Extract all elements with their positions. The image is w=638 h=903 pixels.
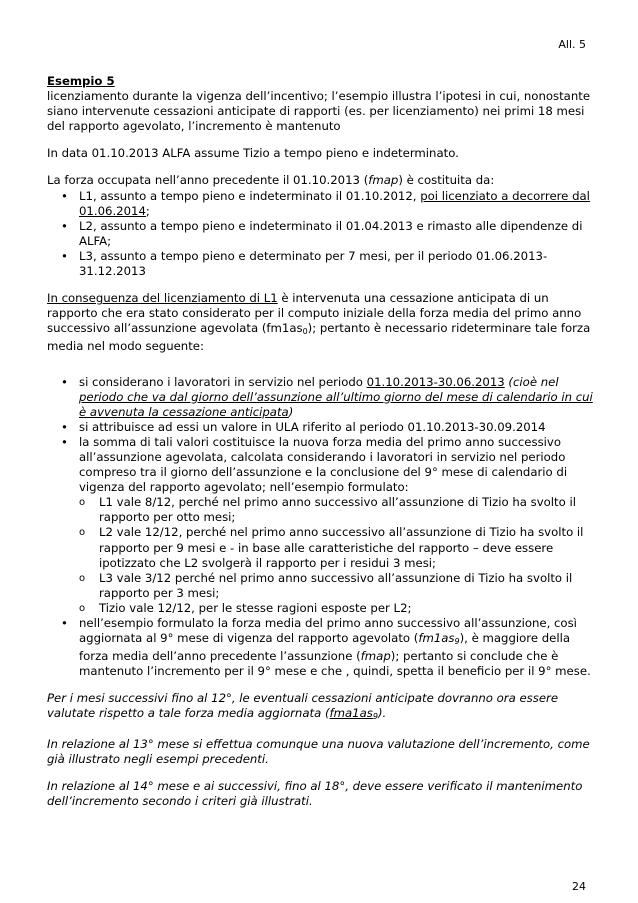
consequence-lead: In conseguenza del licenziamento di L1 bbox=[47, 291, 278, 306]
step-1-period: 01.10.2013-30.06.2013 bbox=[366, 374, 505, 389]
closing-1-text: Per i mesi successivi fino al 12°, le eventuali cessazioni anticipate dovranno ora essere valutate rispetto a tale forza media aggiornata ( bbox=[47, 691, 559, 721]
sub-item-l3: o L3 vale 3/12 perché nel primo anno successivo all’assunzione di Tizio ha svolto il rapporto per 3 mesi; bbox=[47, 571, 595, 601]
sub-item-l1: o L1 vale 8/12, perché nel primo anno successivo all’assunzione di Tizio ha svolto il rapporto per otto mesi; bbox=[47, 495, 595, 525]
closing-1-subscript: 9 bbox=[372, 712, 378, 722]
valuation-sublist bbox=[79, 495, 595, 616]
forza-text-end: ) è costituita da: bbox=[398, 173, 495, 188]
step-4-fm-subscript: 9 bbox=[454, 637, 460, 647]
worker-l2: • L2, assunto a tempo pieno e indeterminato il 01.04.2013 e rimasto alle dipendenze di ALFA; bbox=[47, 219, 595, 249]
fmap-term: fmap bbox=[368, 173, 399, 188]
example-title: Esempio 5 bbox=[47, 74, 115, 88]
step-1-text: si considerano i lavoratori in servizio nel periodo bbox=[79, 374, 367, 389]
example-heading-block bbox=[47, 74, 595, 134]
hire-paragraph: In data 01.10.2013 ALFA assume Tizio a tempo pieno e indeterminato. bbox=[47, 146, 459, 161]
forza-paragraph bbox=[47, 173, 595, 188]
page-number: 24 bbox=[572, 880, 586, 893]
worker-l1 bbox=[47, 189, 595, 219]
closing-paragraph-2: In relazione al 13° mese si effettua comunque una nuova valutazione dell’incremento, come già illustrato negli esempi precedenti. bbox=[47, 736, 590, 766]
worker-l1-end: ; bbox=[145, 203, 150, 218]
closing-paragraph-1 bbox=[47, 691, 595, 724]
attachment-label: All. 5 bbox=[558, 38, 586, 51]
consequence-text: è intervenuta una cessazione anticipata di un rapporto che era stato considerato per il computo iniziale della forza media del primo anno successivo all’assunzione agevolata (fm1as bbox=[47, 291, 582, 336]
closing-paragraph-3: In relazione al 14° mese e ai successivi, fino al 18°, deve essere verificato il mantenimento dell’incremento secondo i criteri già illustrati. bbox=[47, 778, 583, 808]
steps-list bbox=[47, 375, 595, 680]
document-body bbox=[47, 74, 595, 821]
step-4-fm: fm1as bbox=[418, 631, 455, 646]
step-1-close: ) bbox=[288, 404, 294, 419]
worker-l3: • L3, assunto a tempo pieno e determinato per 7 mesi, per il periodo 01.06.2013-31.12.2013 bbox=[47, 249, 595, 279]
consequence-text-end: ); pertanto è necessario rideterminare tale forza media nel modo seguente: bbox=[47, 321, 591, 354]
step-3-text: la somma di tali valori costituisce la nuova forza media del primo anno successivo all’assunzione agevolata, calcolata considerando i lavoratori in servizio nel periodo compreso tra il giorno dell’assunzione e la conclusione del 9° mese di calendario di vigenza del rapporto agevolato; nell’esempio formulato: bbox=[79, 434, 568, 495]
step-3 bbox=[47, 435, 595, 616]
sub-item-tizio: o Tizio vale 12/12, per le stesse ragioni esposte per L2; bbox=[47, 601, 595, 616]
step-1 bbox=[47, 375, 595, 420]
step-1-italic-underline: periodo che va dal giorno dell’assunzione all’ultimo giorno del mese di calendario in cui è avvenuta la cessazione anticipata bbox=[79, 389, 593, 419]
worker-l1-text: L1, assunto a tempo pieno e indeterminato il 01.10.2012, bbox=[79, 188, 421, 203]
closing-1-end: ). bbox=[377, 706, 387, 721]
worker-l1-dismissal: poi licenziato a decorrere dal 01.06.2014 bbox=[79, 188, 590, 218]
step-4-fmap: fmap bbox=[360, 649, 391, 664]
example-intro: licenziamento durante la vigenza dell’incentivo; l’esempio illustra l’ipotesi in cui, nonostante siano intervenute cessazioni anticipate di rapporti (es. per licenziamento) nei primi 18 mesi del rapporto agevolato, l’incremento è mantenuto bbox=[47, 89, 591, 134]
step-4-end: ); pertanto si conclude che è mantenuto l’incremento per il 9° mese e che , quindi, spetta il beneficio per il 9° mese. bbox=[79, 649, 591, 679]
workers-list bbox=[47, 189, 595, 280]
closing-1-fm: fma1as bbox=[329, 706, 373, 721]
step-1-italic: (cioè nel bbox=[504, 374, 559, 389]
consequence-subscript: 0 bbox=[302, 327, 308, 337]
forza-text: La forza occupata nell’anno precedente il 01.10.2013 ( bbox=[47, 173, 369, 188]
step-2: • si attribuisce ad essi un valore in ULA riferito al periodo 01.10.2013-30.09.2014 bbox=[47, 420, 595, 435]
step-4 bbox=[47, 616, 595, 679]
step-4-mid: ), è maggiore della forza media dell’anno precedente l’assunzione ( bbox=[79, 631, 571, 664]
sub-item-l2: o L2 vale 12/12, perché nel primo anno successivo all’assunzione di Tizio ha svolto il rapporto per 9 mesi e - in base alle caratteristiche del rapporto – deve essere ipotizzato che L2 svolgerà il rapporto per i residui 3 mesi; bbox=[47, 525, 595, 570]
consequence-paragraph bbox=[47, 291, 595, 354]
step-4-text: nell’esempio formulato la forza media del primo anno successivo all’assunzione, così aggiornata al 9° mese di vigenza del rapporto agevolato ( bbox=[79, 616, 577, 646]
